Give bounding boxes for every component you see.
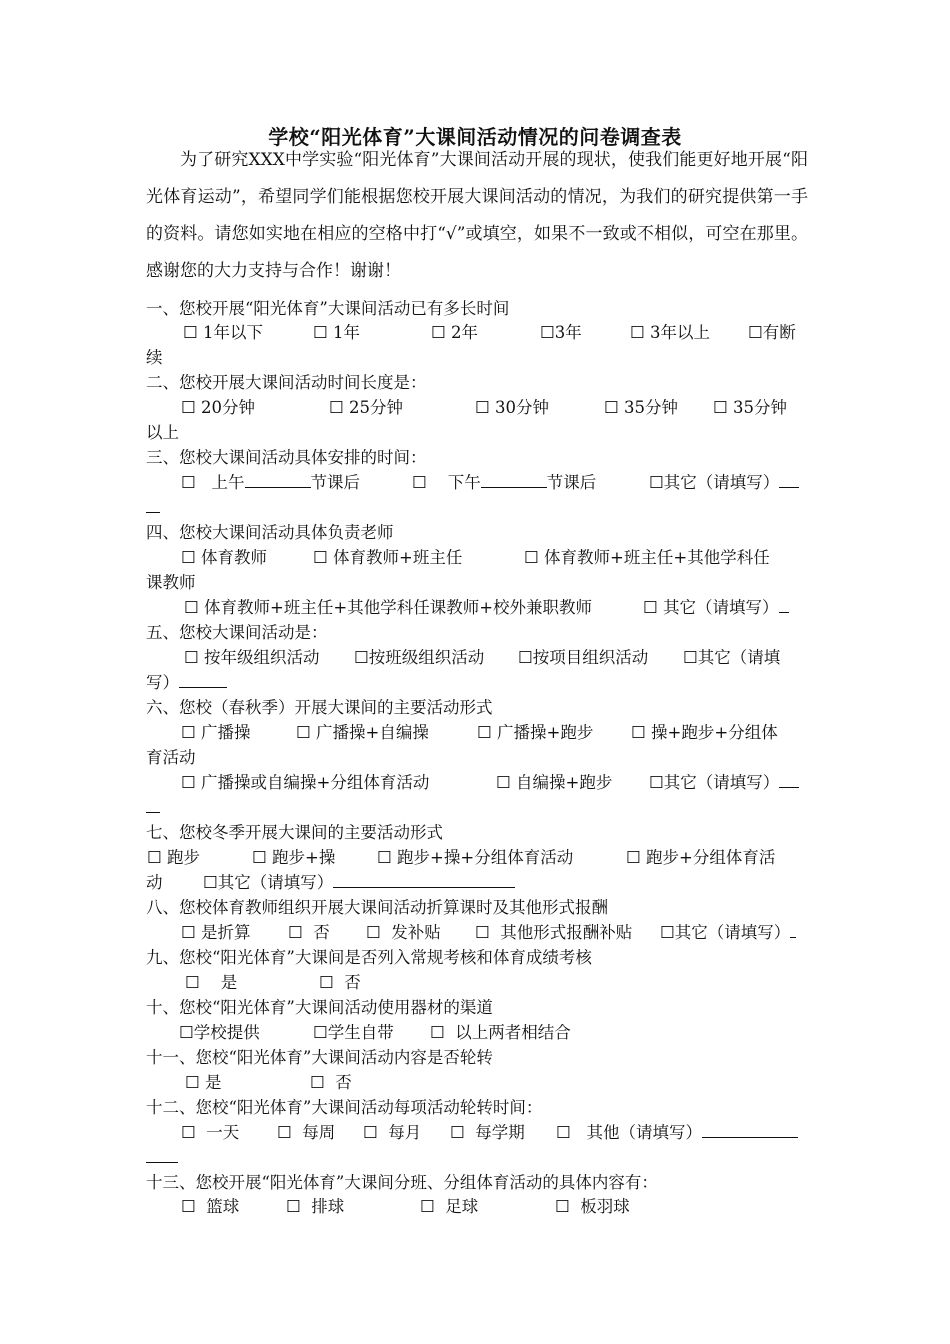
option-checkbox[interactable]: ☐其它（请填写） <box>649 770 799 795</box>
option-checkbox[interactable]: ☐ 是折算 <box>181 923 251 942</box>
option-checkbox[interactable]: ☐ 其他（请填写） <box>556 1120 798 1145</box>
option-checkbox[interactable]: ☐ 体育教师+班主任+其他学科任课教师+校外兼职教师 <box>184 598 593 617</box>
question-10-options <box>0 1020 950 1045</box>
option-checkbox[interactable]: ☐ 每周 <box>277 1123 336 1142</box>
question-7: 七、您校冬季开展大课间的主要活动形式 <box>146 823 443 842</box>
option-checkbox[interactable]: ☐ 广播操 <box>181 723 251 742</box>
option-checkbox[interactable]: ☐ 下午 节课后 <box>412 473 597 492</box>
question-2-wrap: 以上 <box>146 423 179 442</box>
question-6-options-2 <box>0 770 950 795</box>
option-checkbox[interactable]: ☐ 25分钟 <box>329 398 404 417</box>
option-checkbox[interactable]: ☐ 足球 <box>420 1197 479 1216</box>
option-checkbox[interactable]: ☐ 体育教师+班主任+其他学科任 <box>524 548 770 567</box>
question-9: 九、您校“阳光体育”大课间是否列入常规考核和体育成绩考核 <box>146 948 592 967</box>
page-title: 学校“阳光体育”大课间活动情况的问卷调查表 <box>268 125 682 149</box>
question-6-options <box>0 720 950 745</box>
option-checkbox[interactable]: ☐ 发补贴 <box>366 923 441 942</box>
option-checkbox[interactable]: ☐ 跑步+操+分组体育活动 <box>377 848 574 867</box>
question-8: 八、您校体育教师组织开展大课间活动折算课时及其他形式报酬 <box>146 898 608 917</box>
option-checkbox[interactable]: ☐ 排球 <box>286 1197 345 1216</box>
option-checkbox[interactable]: ☐3年 <box>540 323 582 342</box>
option-checkbox[interactable]: ☐ 广播操+跑步 <box>477 723 594 742</box>
blank-line[interactable] <box>245 471 311 488</box>
option-checkbox[interactable]: ☐ 体育教师+班主任 <box>313 548 463 567</box>
option-checkbox[interactable]: ☐ 一天 <box>181 1123 240 1142</box>
option-checkbox[interactable]: ☐ 篮球 <box>181 1197 240 1216</box>
option-checkbox[interactable]: ☐ 以上两者相结合 <box>430 1023 571 1042</box>
option-checkbox[interactable]: ☐ 每月 <box>363 1123 422 1142</box>
blank-line[interactable] <box>333 871 515 888</box>
question-8-options <box>0 920 950 945</box>
option-checkbox[interactable]: ☐ 跑步+分组体育活 <box>626 848 776 867</box>
option-checkbox[interactable]: ☐ 1年 <box>313 323 361 342</box>
option-checkbox[interactable]: ☐ 每学期 <box>450 1123 525 1142</box>
option-checkbox[interactable]: ☐ 3年以上 <box>630 323 711 342</box>
question-13-options <box>0 1194 950 1219</box>
option-checkbox[interactable]: ☐学校提供 <box>179 1023 260 1042</box>
option-checkbox[interactable]: ☐按班级组织活动 <box>354 648 485 667</box>
question-2: 二、您校开展大课间活动时间长度是： <box>146 373 427 392</box>
question-6-wrap: 育活动 <box>146 748 196 767</box>
option-checkbox[interactable]: ☐ 是 <box>185 973 238 992</box>
question-12-options <box>0 1120 950 1145</box>
question-1-wrap: 续 <box>146 348 163 367</box>
option-checkbox[interactable]: ☐ 35分钟 <box>604 398 679 417</box>
option-checkbox[interactable]: ☐有断 <box>748 323 796 342</box>
question-5: 五、您校大课间活动是： <box>146 623 328 642</box>
question-5-options <box>0 645 950 670</box>
option-checkbox[interactable]: ☐ 20分钟 <box>181 398 256 417</box>
option-checkbox[interactable]: ☐ 广播操+自编操 <box>296 723 429 742</box>
option-checkbox[interactable]: ☐ 其它（请填写） <box>643 595 789 620</box>
blank-line[interactable] <box>146 496 160 513</box>
option-checkbox[interactable]: ☐ 跑步+操 <box>252 848 336 867</box>
question-3-options <box>0 470 950 495</box>
option-checkbox[interactable]: ☐ 跑步 <box>147 848 201 867</box>
question-7-wrap-row <box>146 870 646 895</box>
option-checkbox[interactable]: ☐ 是 <box>185 1073 222 1092</box>
question-9-options <box>0 970 950 995</box>
question-4-options-2 <box>0 595 950 620</box>
blank-line[interactable] <box>146 1146 178 1163</box>
option-checkbox[interactable]: ☐ 2年 <box>431 323 479 342</box>
blank-line[interactable] <box>779 771 799 788</box>
blank-line[interactable] <box>146 796 160 813</box>
question-12: 十二、您校“阳光体育”大课间活动每项活动轮转时间： <box>146 1098 543 1117</box>
blank-line[interactable] <box>702 1121 798 1138</box>
option-checkbox[interactable]: ☐按项目组织活动 <box>518 648 649 667</box>
question-4: 四、您校大课间活动具体负责老师 <box>146 523 394 542</box>
option-checkbox[interactable]: ☐ 30分钟 <box>475 398 550 417</box>
question-4-wrap: 课教师 <box>146 573 196 592</box>
question-13: 十三、您校开展“阳光体育”大课间分班、分组体育活动的具体内容有： <box>146 1173 658 1192</box>
question-11: 十一、您校“阳光体育”大课间活动内容是否轮转 <box>146 1048 493 1067</box>
option-checkbox[interactable]: ☐其它（请填写） <box>649 470 799 495</box>
blank-line[interactable] <box>779 596 789 613</box>
option-checkbox[interactable]: ☐ 体育教师 <box>181 548 268 567</box>
question-3-blank-wrap <box>146 495 160 520</box>
blank-line[interactable] <box>790 921 796 938</box>
question-4-options <box>0 545 950 570</box>
question-6: 六、您校（春秋季）开展大课间的主要活动形式 <box>146 698 493 717</box>
option-checkbox[interactable]: ☐ 板羽球 <box>555 1197 630 1216</box>
option-checkbox[interactable]: ☐其它（请填 <box>683 648 781 667</box>
blank-line[interactable] <box>779 471 799 488</box>
option-checkbox[interactable]: ☐其它（请填写） <box>660 920 796 945</box>
question-7-options <box>0 845 950 870</box>
question-7-wrap: 动 <box>146 873 163 892</box>
question-2-options <box>0 395 950 420</box>
option-checkbox[interactable]: ☐ 否 <box>319 973 361 992</box>
option-checkbox[interactable]: ☐ 按年级组织活动 <box>184 648 320 667</box>
option-checkbox[interactable]: ☐ 自编操+跑步 <box>496 773 613 792</box>
question-10: 十、您校“阳光体育”大课间活动使用器材的渠道 <box>146 998 493 1017</box>
option-checkbox[interactable]: ☐ 其他形式报酬补贴 <box>475 923 633 942</box>
question-6-blank-wrap <box>146 795 160 820</box>
option-checkbox[interactable]: ☐ 1年以下 <box>183 323 264 342</box>
question-1: 一、您校开展“阳光体育”大课间活动已有多长时间 <box>146 299 510 318</box>
question-11-options <box>0 1070 950 1095</box>
question-5-wrap: 写） <box>146 670 227 695</box>
option-checkbox[interactable]: ☐ 否 <box>288 923 330 942</box>
blank-line[interactable] <box>481 471 547 488</box>
option-checkbox[interactable]: ☐ 上午 节课后 <box>181 473 361 492</box>
option-checkbox[interactable]: ☐学生自带 <box>313 1023 394 1042</box>
option-checkbox[interactable]: ☐ 广播操或自编操+分组体育活动 <box>181 773 430 792</box>
question-12-blank-wrap <box>146 1145 178 1170</box>
option-checkbox[interactable]: ☐其它（请填写） <box>203 870 515 895</box>
question-1-options <box>0 320 950 345</box>
option-checkbox[interactable]: ☐ 35分钟 <box>713 398 788 417</box>
option-checkbox[interactable]: ☐ 操+跑步+分组体 <box>631 723 778 742</box>
intro-paragraph: 为了研究XXX中学实验“阳光体育”大课间活动开展的现状，使我们能更好地开展“阳光体育运动”，希望同学们能根据您校开展大课间活动的情况，为我们的研究提供第一手的资料。请您如实地在相应的空格中打“√”或填空，如果不一致或不相似，可空在那里。感谢您的大力支持与合作！谢谢！ <box>146 150 808 281</box>
question-3: 三、您校大课间活动具体安排的时间： <box>146 448 427 467</box>
blank-line[interactable] <box>179 671 227 688</box>
option-checkbox[interactable]: ☐ 否 <box>310 1073 352 1092</box>
